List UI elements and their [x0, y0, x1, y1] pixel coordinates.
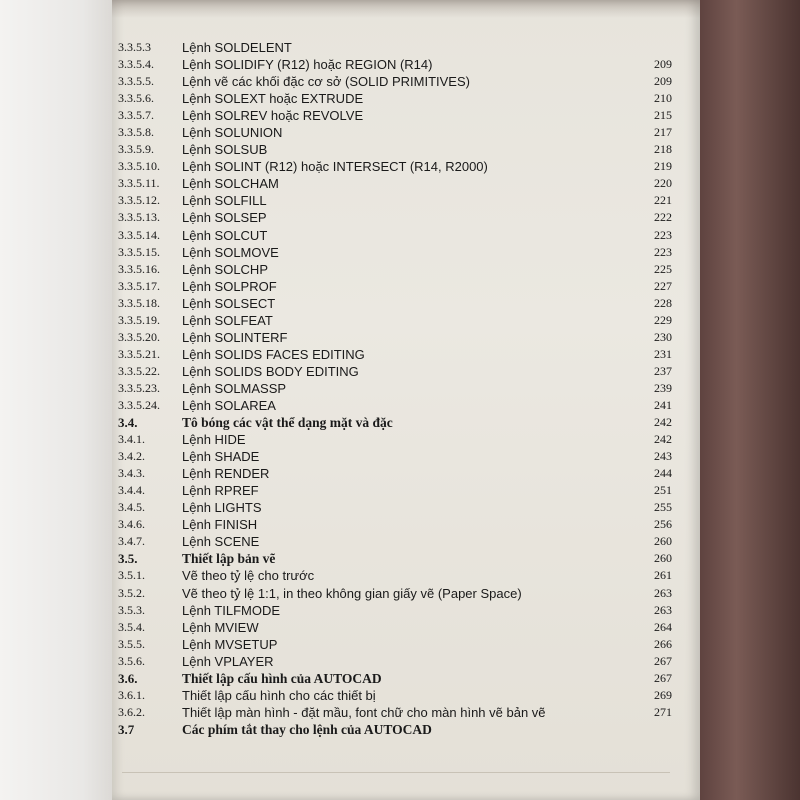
toc-entry-row — [112, 603, 700, 620]
toc-entry-number: 3.3.5.4. — [118, 57, 154, 72]
toc-entry-page-number: 237 — [654, 363, 672, 378]
toc-entry-number: 3.5.4. — [118, 619, 145, 634]
toc-entry-page-number: 242 — [654, 432, 672, 447]
toc-entry-number: 3.3.5.13. — [118, 210, 160, 225]
toc-entry-page-number: 209 — [654, 74, 672, 89]
toc-entry-title: Lệnh FINISH — [182, 517, 258, 533]
toc-entry-number: 3.3.5.18. — [118, 295, 160, 310]
toc-entry-page-number: 218 — [654, 142, 672, 157]
toc-entry-title: Các phím tắt thay cho lệnh của AUTOCAD — [182, 721, 432, 737]
toc-entry-page-number: 260 — [654, 534, 672, 549]
toc-entry-row — [112, 534, 700, 551]
toc-entry-title: Thiết lập bản vẽ — [182, 551, 276, 567]
toc-entry-row — [112, 364, 700, 381]
toc-entry-page-number: 220 — [654, 176, 672, 191]
toc-entry-number: 3.3.5.9. — [118, 142, 154, 157]
toc-entry-row — [112, 262, 700, 279]
toc-entry-title: Lệnh SOLFILL — [182, 193, 267, 209]
toc-entry-title: Lệnh SOLCHP — [182, 261, 268, 277]
toc-entry-page-number: 230 — [654, 329, 672, 344]
toc-entry-number: 3.6.1. — [118, 687, 145, 702]
toc-entry-row — [112, 517, 700, 534]
toc-entry-title: Lệnh SOLEXT hoặc EXTRUDE — [182, 91, 364, 107]
toc-entry-number: 3.5.2. — [118, 585, 145, 600]
toc-entry-title: Lệnh MVIEW — [182, 619, 259, 635]
toc-entry-number: 3.3.5.7. — [118, 108, 154, 123]
toc-entry-row — [112, 347, 700, 364]
toc-entry-page-number: 227 — [654, 278, 672, 293]
toc-entry-page-number: 255 — [654, 500, 672, 515]
toc-entry-number: 3.4.6. — [118, 517, 145, 532]
toc-entry-number: 3.3.5.8. — [118, 125, 154, 140]
toc-entry-page-number: 239 — [654, 380, 672, 395]
toc-entry-title: Lệnh SOLIDIFY (R12) hoặc REGION (R14) — [182, 57, 433, 73]
toc-entry-number: 3.3.5.10. — [118, 159, 160, 174]
toc-entry-row — [112, 466, 700, 483]
toc-entry-title: Lệnh SOLSUB — [182, 142, 268, 158]
toc-entry-number: 3.3.5.3 — [118, 40, 151, 54]
toc-entry-page-number: 231 — [654, 346, 672, 361]
toc-entry-title: Vẽ theo tỷ lệ 1:1, in theo không gian giấy vẽ (Paper Space) — [182, 585, 522, 601]
toc-entry-page-number: 228 — [654, 295, 672, 310]
toc-entry-number: 3.5.5. — [118, 636, 145, 651]
toc-entry-row — [112, 74, 700, 91]
toc-entry-number: 3.4.1. — [118, 432, 145, 447]
toc-entry-title: Tô bóng các vật thể dạng mặt và đặc — [182, 415, 393, 431]
toc-entry-row — [112, 688, 700, 705]
toc-entry-number: 3.4.3. — [118, 466, 145, 481]
toc-entry-row — [112, 313, 700, 330]
toc-entry-title: Lệnh SOLSECT — [182, 295, 276, 311]
toc-entry-title: Lệnh SCENE — [182, 534, 260, 550]
toc-entry-title: Lệnh SOLSEP — [182, 210, 267, 226]
toc-entry-page-number: 271 — [654, 704, 672, 719]
toc-entry-row — [112, 176, 700, 193]
toc-entry-page-number: 267 — [654, 670, 672, 685]
toc-entry-number: 3.5. — [118, 551, 138, 567]
toc-entry-number: 3.3.5.21. — [118, 346, 160, 361]
toc-entry-title: Lệnh SOLREV hoặc REVOLVE — [182, 108, 364, 124]
toc-entry-row — [112, 228, 700, 245]
toc-entry-row — [112, 449, 700, 466]
toc-entry-title: Lệnh SOLCHAM — [182, 176, 279, 192]
toc-entry-number: 3.3.5.12. — [118, 193, 160, 208]
toc-entry-row — [112, 279, 700, 296]
toc-entry-row — [112, 296, 700, 313]
toc-entry-number: 3.3.5.19. — [118, 312, 160, 327]
toc-entry-title: Lệnh SOLMOVE — [182, 244, 279, 260]
toc-section-row — [112, 671, 700, 688]
toc-entry-page-number: 267 — [654, 653, 672, 668]
toc-entry-number: 3.3.5.22. — [118, 363, 160, 378]
adjacent-surface-right — [694, 0, 800, 800]
toc-entry-page-number: 269 — [654, 687, 672, 702]
book-page — [112, 0, 700, 800]
toc-entry-page-number: 244 — [654, 466, 672, 481]
toc-section-row — [112, 551, 700, 568]
toc-entry-title: Lệnh SOLINTERF — [182, 329, 288, 345]
toc-entry-number: 3.3.5.17. — [118, 278, 160, 293]
toc-entry-number: 3.3.5.15. — [118, 244, 160, 259]
table-of-contents — [112, 40, 700, 739]
toc-entry-title: Vẽ theo tỷ lệ cho trước — [182, 568, 315, 584]
toc-entry-row — [112, 637, 700, 654]
toc-entry-row — [112, 193, 700, 210]
toc-section-row — [112, 415, 700, 432]
toc-entry-title: Lệnh SOLAREA — [182, 397, 276, 413]
toc-entry-page-number: 263 — [654, 585, 672, 600]
toc-entry-row — [112, 330, 700, 347]
toc-entry-number: 3.5.1. — [118, 568, 145, 583]
toc-entry-row — [112, 620, 700, 637]
toc-entry-page-number: 223 — [654, 227, 672, 242]
page-footer-line — [122, 772, 670, 773]
toc-entry-number: 3.6.2. — [118, 704, 145, 719]
toc-entry-number: 3.3.5.24. — [118, 397, 160, 412]
toc-entry-row — [112, 40, 700, 57]
toc-entry-number: 3.4.2. — [118, 449, 145, 464]
toc-entry-row — [112, 381, 700, 398]
toc-entry-number: 3.3.5.5. — [118, 74, 154, 89]
toc-entry-number: 3.5.3. — [118, 602, 145, 617]
toc-entry-page-number: 266 — [654, 636, 672, 651]
toc-entry-number: 3.3.5.6. — [118, 91, 154, 106]
toc-entry-row — [112, 500, 700, 517]
toc-entry-page-number: 229 — [654, 312, 672, 327]
toc-entry-row — [112, 91, 700, 108]
toc-entry-row — [112, 142, 700, 159]
toc-entry-title: Lệnh SOLMASSP — [182, 380, 287, 396]
toc-entry-page-number: 210 — [654, 91, 672, 106]
toc-section-row — [112, 722, 700, 739]
toc-entry-title: Lệnh SOLCUT — [182, 227, 268, 243]
toc-entry-row — [112, 483, 700, 500]
toc-entry-row — [112, 432, 700, 449]
toc-entry-title: Thiết lập cấu hình của AUTOCAD — [182, 670, 382, 686]
toc-entry-row — [112, 398, 700, 415]
toc-entry-row — [112, 57, 700, 74]
toc-entry-number: 3.6. — [118, 670, 138, 686]
toc-entry-number: 3.4.7. — [118, 534, 145, 549]
toc-entry-page-number: 242 — [654, 415, 672, 430]
toc-entry-title: Lệnh SOLDELENT — [182, 40, 292, 55]
toc-entry-number: 3.3.5.14. — [118, 227, 160, 242]
toc-entry-page-number: 221 — [654, 193, 672, 208]
toc-entry-number: 3.3.5.23. — [118, 380, 160, 395]
toc-entry-page-number: 215 — [654, 108, 672, 123]
toc-entry-page-number: 222 — [654, 210, 672, 225]
toc-entry-number: 3.7 — [118, 721, 135, 737]
toc-entry-title: Lệnh SOLIDS BODY EDITING — [182, 363, 359, 379]
toc-entry-row — [112, 654, 700, 671]
toc-entry-title: Lệnh RPREF — [182, 483, 259, 499]
toc-entry-page-number: 225 — [654, 261, 672, 276]
toc-entry-title: Thiết lập màn hình - đặt mầu, font chữ cho màn hình vẽ bản vẽ — [182, 704, 546, 720]
toc-entry-number: 3.4.5. — [118, 500, 145, 515]
toc-entry-title: Lệnh RENDER — [182, 466, 270, 482]
toc-entry-row — [112, 568, 700, 585]
toc-entry-title: Lệnh HIDE — [182, 432, 246, 448]
toc-entry-title: Lệnh SOLPROF — [182, 278, 277, 294]
toc-entry-page-number: 264 — [654, 619, 672, 634]
toc-entry-row — [112, 210, 700, 227]
toc-entry-row — [112, 108, 700, 125]
toc-entry-title: Lệnh TILFMODE — [182, 602, 281, 618]
toc-entry-page-number: 263 — [654, 602, 672, 617]
toc-entry-title: Lệnh LIGHTS — [182, 500, 262, 516]
toc-entry-page-number: 209 — [654, 57, 672, 72]
toc-entry-number: 3.3.5.16. — [118, 261, 160, 276]
toc-entry-title: Lệnh vẽ các khối đặc cơ sở (SOLID PRIMITIVES) — [182, 74, 470, 90]
toc-entry-number: 3.3.5.20. — [118, 329, 160, 344]
toc-entry-title: Lệnh SOLIDS FACES EDITING — [182, 346, 365, 362]
toc-entry-row — [112, 125, 700, 142]
toc-entry-page-number: 223 — [654, 244, 672, 259]
page-top-shadow — [112, 0, 700, 18]
toc-entry-number: 3.4.4. — [118, 483, 145, 498]
toc-entry-page-number: 243 — [654, 449, 672, 464]
toc-entry-title: Lệnh SOLFEAT — [182, 312, 273, 328]
toc-entry-row — [112, 586, 700, 603]
toc-entry-page-number: 219 — [654, 159, 672, 174]
toc-entry-row — [112, 245, 700, 262]
toc-entry-page-number: 241 — [654, 397, 672, 412]
toc-entry-page-number: 217 — [654, 125, 672, 140]
toc-entry-number: 3.3.5.11. — [118, 176, 160, 191]
toc-entry-page-number: 260 — [654, 551, 672, 566]
toc-entry-title: Thiết lập cấu hình cho các thiết bị — [182, 687, 376, 703]
toc-entry-page-number: 256 — [654, 517, 672, 532]
toc-entry-number: 3.4. — [118, 415, 138, 431]
toc-entry-title: Lệnh SOLINT (R12) hoặc INTERSECT (R14, R2000) — [182, 159, 488, 175]
toc-entry-page-number: 261 — [654, 568, 672, 583]
toc-entry-title: Lệnh VPLAYER — [182, 653, 274, 669]
toc-entry-title: Lệnh SHADE — [182, 449, 260, 465]
toc-entry-title: Lệnh MVSETUP — [182, 636, 278, 652]
adjacent-surface-left — [0, 0, 118, 800]
toc-entry-row — [112, 705, 700, 722]
toc-entry-title: Lệnh SOLUNION — [182, 125, 283, 141]
toc-entry-page-number: 251 — [654, 483, 672, 498]
toc-entry-number: 3.5.6. — [118, 653, 145, 668]
toc-entry-row — [112, 159, 700, 176]
